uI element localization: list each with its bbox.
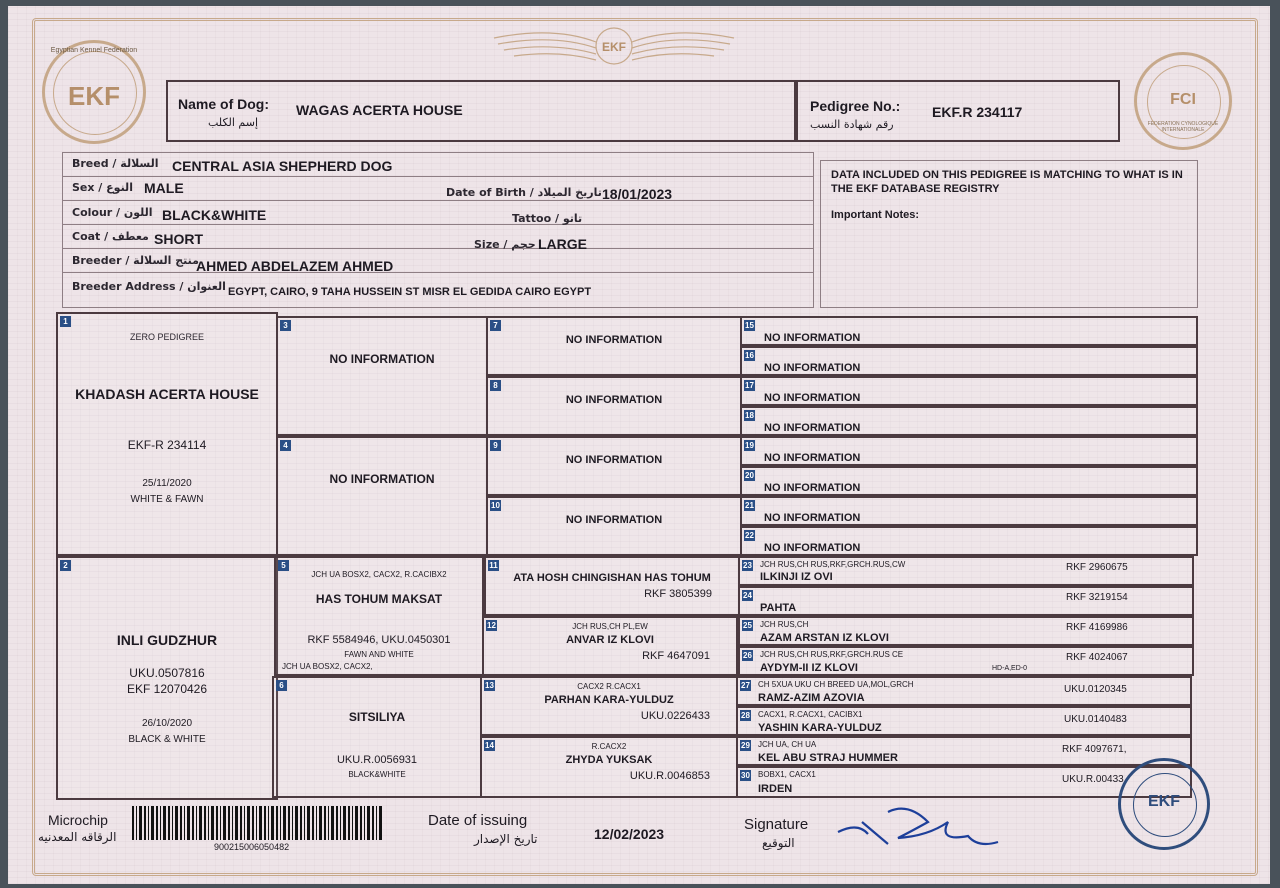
ancestor-13: 13 CACX2 R.CACX1 PARHAN KARA-YULDUZ UKU.0226433: [480, 676, 738, 736]
ancestor-3: 3 NO INFORMATION: [276, 316, 488, 436]
ancestor-6: 6 SITSILIYA UKU.R.0056931 BLACK&WHITE: [272, 676, 482, 798]
signature-label-ar: التوقيع: [762, 836, 795, 850]
ancestor-14-name: ZHYDA YUKSAK: [565, 754, 653, 766]
ancestor-number-badge: 28: [741, 711, 750, 720]
microchip-barcode: [132, 806, 382, 840]
ancestor-30-name: IRDEN: [758, 783, 793, 795]
ancestor-29: 29 JCH UA, CH UA KEL ABU STRAJ HUMMER RKF 4097671,: [736, 736, 1192, 766]
ancestor-20: 20 NO INFORMATION: [740, 466, 1198, 496]
ekf-logo: [42, 40, 146, 144]
ancestor-30: 30 BOBX1, CACX1 IRDEN UKU.R.00433: [736, 766, 1192, 798]
pedigree-number-box: [796, 80, 1120, 142]
ancestor-number-badge: 29: [741, 741, 750, 750]
ancestor-6-name: SITSILIYA: [348, 710, 406, 724]
ancestor-number-badge: 11: [489, 561, 498, 570]
signature-label: Signature: [744, 816, 809, 833]
ancestor-25: 25 JCH RUS,CH AZAM ARSTAN IZ KLOVI RKF 4169986: [738, 616, 1194, 646]
fci-ring-text: FEDERATION CYNOLOGIQUE INTERNATIONALE: [1147, 121, 1219, 133]
ancestor-number-badge: 24: [743, 591, 752, 600]
ancestor-25-name: AZAM ARSTAN IZ KLOVI: [760, 632, 889, 644]
address-value: EGYPT, CAIRO, 9 TAHA HUSSEIN ST MISR EL GEDIDA CAIRO EGYPT: [228, 286, 592, 298]
ancestor-9: 9 NO INFORMATION: [486, 436, 742, 496]
notes-text: DATA INCLUDED ON THIS PEDIGREE IS MATCHING TO WHAT IS IN THE EKF DATABASE REGISTRY: [831, 169, 1183, 195]
fci-logo: [1134, 52, 1232, 150]
important-notes-label: Important Notes:: [831, 209, 919, 221]
handwritten-signature: [828, 792, 1008, 862]
notes-box: [820, 160, 1198, 308]
ancestor-number-badge: 14: [485, 741, 494, 750]
microchip-label-ar: الرقاقه المعدنيه: [38, 830, 117, 844]
ancestor-number-badge: 8: [490, 380, 501, 391]
ancestor-15: 15 NO INFORMATION: [740, 316, 1198, 346]
coat-label: Coat / معطف: [72, 230, 149, 243]
dog-details: [62, 152, 814, 308]
ancestor-number-badge: 15: [745, 321, 754, 330]
ancestor-5-name: HAS TOHUM MAKSAT: [315, 592, 443, 606]
dob-value: 18/01/2023: [602, 186, 673, 202]
ancestor-24-name: PAHTA: [760, 602, 797, 614]
dog-name-value: WAGAS ACERTA HOUSE: [296, 102, 463, 118]
ancestor-2-name: INLI GUDZHUR: [116, 632, 218, 648]
size-label: Size / حجم: [474, 238, 536, 251]
address-label: Breeder Address / العنوان: [72, 280, 226, 293]
ancestor-7: 7 NO INFORMATION: [486, 316, 742, 376]
ekf-seal-icon: EKF: [1118, 758, 1210, 850]
ekf-logo-text: EKF: [68, 81, 120, 111]
ancestor-17: 17 NO INFORMATION: [740, 376, 1198, 406]
ancestor-27: 27 CH 5XUA UKU CH BREED UA,MOL,GRCH RAMZ-AZIM AZOVIA UKU.0120345: [736, 676, 1192, 706]
ancestor-8: 8 NO INFORMATION: [486, 376, 742, 436]
ancestor-number-badge: 17: [745, 381, 754, 390]
ancestor-12: 12 JCH RUS,CH PL,EW ANVAR IZ KLOVI RKF 4647091: [482, 616, 738, 676]
ancestor-11: 11 ATA HOSH CHINGISHAN HAS TOHUM RKF 3805399: [484, 556, 740, 616]
colour-value: BLACK&WHITE: [162, 207, 267, 223]
microchip-number: 900215006050482: [214, 842, 290, 852]
name-label-ar: إسم الكلب: [208, 116, 259, 129]
pedigree-number-value: EKF.R 234117: [932, 104, 1023, 120]
ancestor-number-badge: 1: [60, 316, 71, 327]
breeder-value: AHMED ABDELAZEM AHMED: [196, 258, 394, 274]
ancestor-16: 16 NO INFORMATION: [740, 346, 1198, 376]
ancestor-24: 24 PAHTA RKF 3219154: [738, 586, 1194, 616]
ancestor-18: 18 NO INFORMATION: [740, 406, 1198, 436]
ancestor-number-badge: 9: [490, 440, 501, 451]
ancestor-28-name: YASHIN KARA-YULDUZ: [758, 722, 882, 734]
ancestor-number-badge: 6: [276, 680, 287, 691]
ancestor-number-badge: 25: [743, 621, 752, 630]
ancestor-10: 10 NO INFORMATION: [486, 496, 742, 556]
sex-label: Sex / النوع: [72, 181, 133, 194]
ancestor-21: 21 NO INFORMATION: [740, 496, 1198, 526]
size-value: LARGE: [538, 236, 587, 252]
pedigree-label: Pedigree No.:: [810, 98, 901, 114]
ancestor-1: 1 ZERO PEDIGREE KHADASH ACERTA HOUSE EKF-R 234114 25/11/2020 WHITE & FAWN: [56, 312, 278, 556]
ancestor-number-badge: 13: [485, 681, 494, 690]
ancestor-26: 26 JCH RUS,CH RUS,RKF,GRCH.RUS CE AYDYM-II IZ KLOVI HD-A,ED-0 RKF 4024067: [738, 646, 1194, 676]
ancestor-1-name: KHADASH ACERTA HOUSE: [75, 386, 259, 402]
ancestor-12-name: ANVAR IZ KLOVI: [566, 634, 654, 646]
ancestor-number-badge: 18: [745, 411, 754, 420]
ancestor-number-badge: 5: [278, 560, 289, 571]
ancestor-23-name: ILKINJI IZ OVI: [760, 571, 833, 583]
breed-label: Breed / السلالة: [72, 157, 159, 170]
ancestor-13-name: PARHAN KARA-YULDUZ: [544, 694, 674, 706]
dog-name-box: [166, 80, 796, 142]
breeder-label: Breeder / منتج السلالة: [72, 254, 199, 267]
colour-label: Colour / اللون: [72, 206, 153, 219]
ancestor-number-badge: 3: [280, 320, 291, 331]
ekf-ring-text: Egyptian Kennel Federation: [50, 47, 138, 54]
ancestor-26-name: AYDYM-II IZ KLOVI: [760, 662, 858, 674]
sex-value: MALE: [144, 180, 184, 196]
name-label: Name of Dog:: [178, 96, 269, 112]
ancestor-number-badge: 16: [745, 351, 754, 360]
coat-value: SHORT: [154, 231, 203, 247]
ancestor-2: 2 INLI GUDZHUR UKU.0507816 EKF 12070426 26/10/2020 BLACK & WHITE: [56, 556, 278, 800]
ancestor-23: 23 JCH RUS,CH RUS,RKF,GRCH.RUS,CW ILKINJI IZ OVI RKF 2960675: [738, 556, 1194, 586]
ancestor-5: 5 JCH UA BOSX2, CACX2, R.CACIBX2 HAS TOHUM MAKSAT RKF 5584946, UKU.0450301 FAWN AND WHITE JCH UA BOSX2, CACX2,: [274, 556, 484, 676]
issuing-label: Date of issuing: [428, 812, 528, 829]
ancestor-number-badge: 20: [745, 471, 754, 480]
ancestor-27-name: RAMZ-AZIM AZOVIA: [758, 692, 865, 704]
ancestor-number-badge: 19: [745, 441, 754, 450]
breed-value: CENTRAL ASIA SHEPHERD DOG: [172, 158, 393, 174]
ancestor-14: 14 R.CACX2 ZHYDA YUKSAK UKU.R.0046853: [480, 736, 738, 798]
ancestor-4: 4 NO INFORMATION: [276, 436, 488, 556]
ancestor-number-badge: 4: [280, 440, 291, 451]
winged-ekf-emblem: [484, 16, 744, 70]
ancestor-number-badge: 21: [745, 501, 754, 510]
fci-logo-text: FCI: [1170, 91, 1196, 108]
ancestor-number-badge: 22: [745, 531, 754, 540]
ancestor-29-name: KEL ABU STRAJ HUMMER: [758, 752, 898, 764]
ancestor-number-badge: 2: [60, 560, 71, 571]
pedigree-label-ar: رقم شهادة النسب: [810, 118, 894, 131]
pedigree-certificate: [8, 6, 1270, 884]
ancestor-19: 19 NO INFORMATION: [740, 436, 1198, 466]
ancestor-number-badge: 10: [491, 501, 500, 510]
svg-text:EKF: EKF: [602, 40, 626, 54]
ancestor-22: 22 NO INFORMATION: [740, 526, 1198, 556]
ancestor-11-name: ATA HOSH CHINGISHAN HAS TOHUM: [513, 572, 711, 584]
issuing-label-ar: تاريخ الإصدار: [474, 832, 538, 846]
ancestor-number-badge: 30: [741, 771, 750, 780]
ancestor-number-badge: 7: [490, 320, 501, 331]
ancestor-number-badge: 23: [743, 561, 752, 570]
issuing-date: 12/02/2023: [594, 826, 665, 842]
ancestor-number-badge: 26: [743, 651, 752, 660]
microchip-label: Microchip: [48, 812, 108, 828]
ancestor-28: 28 CACX1, R.CACX1, CACIBX1 YASHIN KARA-YULDUZ UKU.0140483: [736, 706, 1192, 736]
dob-label: Date of Birth / تاريخ الميلاد: [446, 186, 602, 199]
ancestor-number-badge: 12: [487, 621, 496, 630]
tattoo-label: Tattoo / تاتو: [512, 212, 583, 225]
ancestor-number-badge: 27: [741, 681, 750, 690]
